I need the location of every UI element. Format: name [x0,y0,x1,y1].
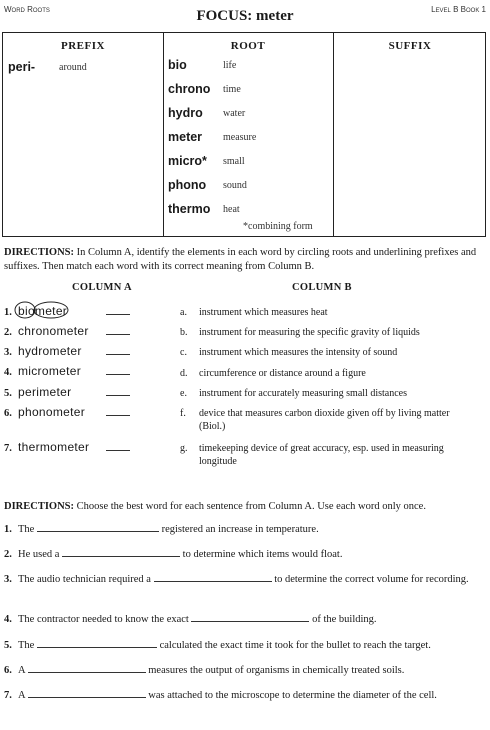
root-meaning: heat [223,204,240,215]
column-b-definition: instrument for measuring the specific gravity of liquids [199,327,420,338]
sentence-item [4,572,486,586]
column-b-definition: circumference or distance around a figure [199,368,366,379]
root-element: thermo [168,202,211,216]
column-a-word: hydrometer [18,344,82,358]
directions-label: DIRECTIONS: [4,501,75,512]
item-number: 3. [4,347,12,358]
item-number: 5. [4,388,12,399]
root-meaning: small [223,156,245,167]
column-b-definition: timekeeping device of great accuracy, esp. used in measuring longitude [199,443,444,467]
sentence-text: measures the output of organisms in chemically treated soils. [145,665,405,676]
column-b-definition: instrument which measures heat [199,307,328,318]
prefix-header: PREFIX [61,40,105,52]
answer-blank[interactable] [106,440,130,451]
root-element: hydro [168,106,203,120]
column-b-definition: instrument which measures the intensity of sound [199,347,398,358]
root-row [168,82,328,102]
table-divider [333,33,334,236]
item-number: 6. [4,408,12,419]
word-elements-table [2,32,486,237]
item-letter: b. [180,327,188,338]
sentence-text: was attached to the microscope to determine the diameter of the cell. [145,690,437,701]
column-a-word: micrometer [18,364,82,378]
item-number: 4. [4,367,12,378]
root-row [168,202,328,222]
root-meaning: life [223,60,237,71]
item-letter: g. [180,443,188,454]
root-row [168,58,328,78]
root-row [168,130,328,150]
header-left-label: Word Roots [4,5,50,14]
root-meaning: measure [223,132,257,143]
prefix-element: peri- [8,60,36,74]
directions-label: DIRECTIONS: [4,247,75,258]
column-a-item [4,440,130,456]
directions-sentences [4,500,486,514]
item-number: 6. [4,665,12,676]
combining-form-footnote: *combining form [243,221,313,232]
sentence-text: to determine which items would float. [180,549,343,560]
suffix-header: SUFFIX [388,40,432,52]
sentence-text: A [18,665,28,676]
answer-blank[interactable] [37,638,157,648]
column-b-definition: device that measures carbon dioxide given off by living matter (Biol.) [199,408,450,432]
column-a-item [4,324,130,340]
sentence-text: to determine the correct volume for recording. [271,574,469,585]
item-letter: d. [180,368,188,379]
directions-matching [4,246,486,274]
sentence-text: The [18,640,37,651]
root-element: bio [168,58,187,72]
answer-blank[interactable] [28,688,146,698]
root-meaning: time [223,84,241,95]
sentence-text: The contractor needed to know the exact [18,614,192,625]
circle-marking-icon [14,301,78,321]
root-meaning: sound [223,180,247,191]
root-element: meter [168,130,203,144]
item-number: 3. [4,574,12,585]
sentence-item [4,688,486,702]
column-b-definition: instrument for accurately measuring small distances [199,388,407,399]
sentence-item [4,612,486,626]
column-a-word: phonometer [18,405,86,419]
sentence-text: of the building. [309,614,377,625]
item-number: 1. [4,307,12,318]
sentence-text: He used a [18,549,63,560]
item-letter: f. [180,408,186,419]
column-a-word: biometer [18,304,68,318]
directions-text: In Column A, identify the elements in each word by circling roots and underlining prefixes and suffixes. Then match each word with its correct meaning from Column B. [4,247,477,272]
root-row [168,154,328,174]
column-a-header: COLUMN A [72,282,132,293]
item-number: 2. [4,327,12,338]
sentence-item [4,547,486,561]
column-a-item [4,385,130,401]
answer-blank[interactable] [28,663,146,673]
directions-text: Choose the best word for each sentence from Column A. Use each word only once. [74,501,426,512]
answer-blank[interactable] [62,547,180,557]
page-title: FOCUS: meter [196,8,294,24]
item-number: 5. [4,640,12,651]
answer-blank[interactable] [106,344,130,355]
sentence-item [4,522,486,536]
root-header: ROOT [230,40,266,52]
answer-blank[interactable] [191,612,309,622]
sentence-text: registered an increase in temperature. [158,524,319,535]
root-meaning: water [223,108,246,119]
answer-blank[interactable] [37,522,159,532]
column-a-item [4,364,130,380]
answer-blank[interactable] [106,364,130,375]
sentence-item [4,663,486,677]
sentence-item [4,638,486,652]
item-letter: e. [180,388,187,399]
column-a-word: perimeter [18,385,72,399]
sentence-text: A [18,690,28,701]
item-number: 7. [4,690,12,701]
root-element: micro* [168,154,207,168]
prefix-meaning: around [59,62,87,73]
item-letter: a. [180,307,187,318]
answer-blank[interactable] [106,304,130,315]
root-row [168,106,328,126]
header-right-label: Level B Book 1 [431,5,486,14]
item-number: 7. [4,443,12,454]
root-element: phono [168,178,207,192]
item-number: 2. [4,549,12,560]
sentence-text: The audio technician required a [18,574,154,585]
answer-blank[interactable] [106,324,130,335]
answer-blank[interactable] [154,572,272,582]
root-element: chrono [168,82,211,96]
item-number: 1. [4,524,12,535]
column-a-item [4,405,130,421]
answer-blank[interactable] [106,385,130,396]
column-a-word: thermometer [18,440,90,454]
sentence-text: calculated the exact time it took for the bullet to reach the target. [156,640,431,651]
item-letter: c. [180,347,187,358]
root-row [168,178,328,198]
column-a-word: chronometer [18,324,89,338]
sentence-text: The [18,524,37,535]
column-a-item [4,344,130,360]
answer-blank[interactable] [106,405,130,416]
table-divider [163,33,164,236]
item-number: 4. [4,614,12,625]
column-b-header: COLUMN B [292,282,352,293]
